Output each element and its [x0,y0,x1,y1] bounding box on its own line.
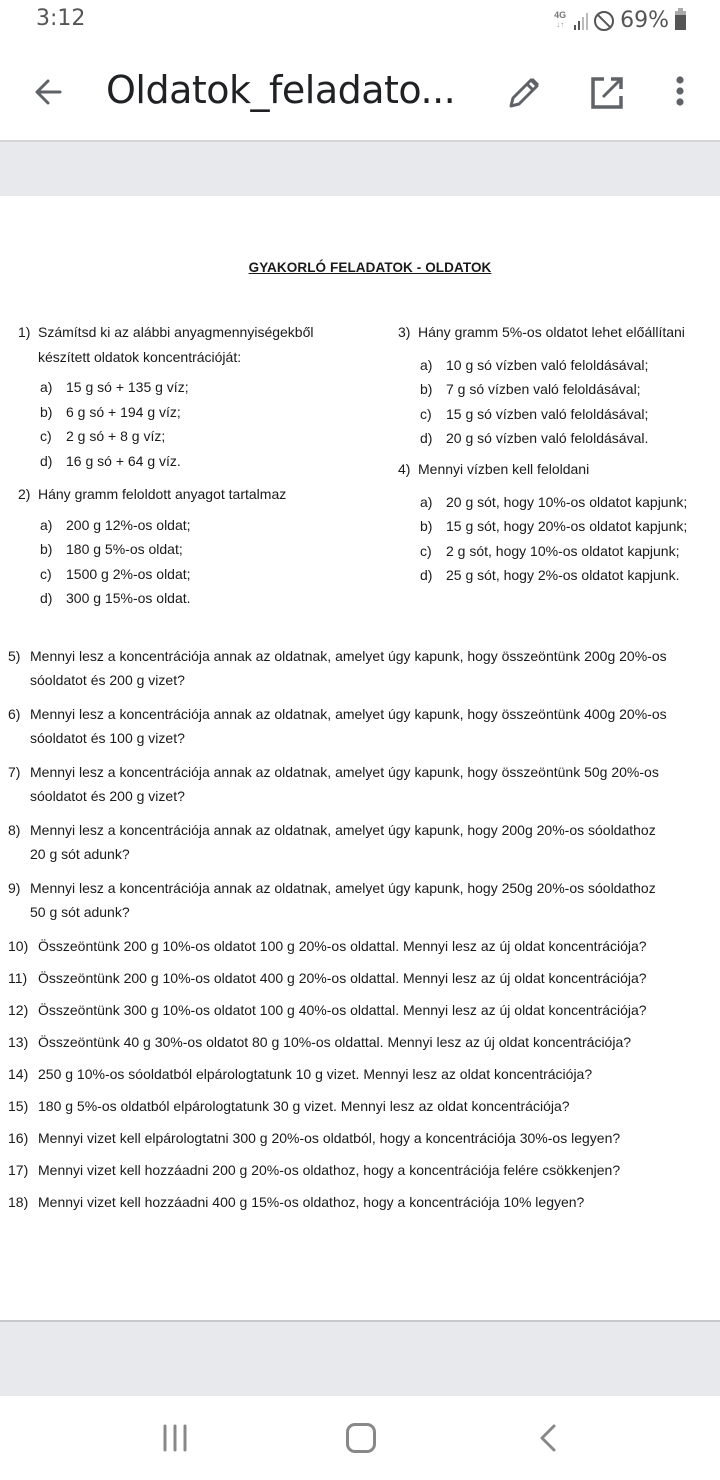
network-4g-icon: 4G ↓↑ [554,9,567,29]
app-bar [0,44,720,140]
question-15: 15) 180 g 5%-os oldatból elpárologtatunk 30 g vizet. Mennyi lesz az oldat koncentrációja? [8,1098,570,1114]
list-item: c) 15 g só vízben való feloldásával; [420,405,649,422]
signal-strength-icon [574,12,588,30]
nav-back-button[interactable] [536,1423,560,1453]
list-item: a) 15 g só + 135 g víz; [40,379,189,395]
list-item: d) 25 g sót, hogy 2%-os oldatot kapjunk. [420,567,680,583]
question-2: 2) Hány gramm feloldott anyagot tartalmaz a) 200 g 12%-os oldat; b) 180 g 5%-os oldat; c) 1500 g 2%-os oldat; d) 300 g 15%-os oldat. [18,482,378,611]
page-gap-top [0,140,720,196]
question-3: 3) Hány gramm 5%-os oldatot lehet előállítani a) 10 g só vízben való feloldásával; b) 7 g só vízben való feloldásával; c) 15 g só vízben való feloldásával; d) 20 g só vízben való feloldásával. [398,320,720,451]
do-not-disturb-icon [594,11,614,31]
battery-percent: 69% [620,8,669,33]
question-7: 7) Mennyi lesz a koncentrációja annak az oldatnak, amelyet úgy kapunk, hogy összeöntünk 50g 20%-os sóoldatot és 200 g vizet? [8,764,659,804]
question-4: 4) Mennyi vízben kell feloldani a) 20 g sót, hogy 10%-os oldatot kapjunk; b) 15 g sót, hogy 20%-os oldatot kapjunk; c) 2 g sót, hogy 10%-os oldatot kapjunk; d) 25 g sót, hogy 2%-os oldatot kapjunk. [398,457,720,588]
back-chevron-icon [536,1423,560,1453]
question-10: 10) Összeöntünk 200 g 10%-os oldatot 100 g 20%-os oldattal. Mennyi lesz az új oldat koncentrációja? [8,938,647,954]
question-1: 1) Számítsd ki az alábbi anyagmennyiségekből készített oldatok koncentrációját: a) 15 g só + 135 g víz; b) 6 g só + 194 g víz; c) 2 g só + 8 g víz; d) 16 g só + 64 g víz. [18,320,378,473]
question-list [8,644,720,1222]
list-item: d) 20 g só vízben való feloldásával. [420,430,649,446]
list-item: a) 20 g sót, hogy 10%-os oldatot kapjunk; [420,493,688,510]
list-item: c) 2 g só + 8 g víz; [40,428,166,444]
question-13: 13) Összeöntünk 40 g 30%-os oldatot 80 g 10%-os oldattal. Mennyi lesz az új oldat koncentrációja? [8,1034,632,1050]
pencil-icon [505,74,543,112]
document-page[interactable] [0,196,720,1320]
list-item: c) 1500 g 2%-os oldat; [40,565,191,582]
question-11: 11) Összeöntünk 200 g 10%-os oldatot 400 g 20%-os oldattal. Mennyi lesz az új oldat koncentrációja? [8,970,647,986]
more-vertical-icon [668,72,692,112]
doc-heading: GYAKORLÓ FELADATOK - OLDATOK [248,260,492,275]
open-in-new-icon [588,74,626,112]
status-time: 3:12 [36,6,86,31]
battery-icon [675,11,686,30]
list-item: c) 2 g sót, hogy 10%-os oldatot kapjunk; [420,542,680,559]
list-item: b) 6 g só + 194 g víz; [40,403,181,420]
question-5: 5) Mennyi lesz a koncentrációja annak az oldatnak, amelyet úgy kapunk, hogy összeöntünk 200g 20%-os sóoldatot és 200 g vizet? [8,648,667,688]
page-gap-bottom [0,1320,720,1396]
list-item: d) 16 g só + 64 g víz. [40,452,181,469]
question-16: 16) Mennyi vizet kell elpárologtatni 300 g 20%-os oldatból, hogy a koncentrációja 30%-os legyen? [8,1130,621,1146]
list-item: b) 7 g só vízben való feloldásával; [420,381,641,397]
list-item: b) 180 g 5%-os oldat; [40,541,183,557]
open-in-new-button[interactable] [588,74,626,112]
question-6: 6) Mennyi lesz a koncentrációja annak az oldatnak, amelyet úgy kapunk, hogy összeöntünk 400g 20%-os sóoldatot és 100 g vizet? [8,706,667,746]
home-button[interactable] [346,1423,376,1453]
question-17: 17) Mennyi vizet kell hozzáadni 200 g 20%-os oldathoz, hogy a koncentrációja felére csökkenjen? [8,1162,621,1178]
question-8: 8) Mennyi lesz a koncentrációja annak az oldatnak, amelyet úgy kapunk, hogy 200g 20%-os sóoldathoz 20 g sót adunk? [8,822,656,862]
status-bar [0,0,720,44]
question-14: 14) 250 g 10%-os sóoldatból elpárologtatunk 10 g vizet. Mennyi lesz az oldat koncentrációja? [8,1066,593,1082]
recent-apps-button[interactable] [160,1423,190,1453]
recent-apps-icon [160,1423,190,1453]
status-icons [552,8,686,33]
edit-button[interactable] [505,74,543,112]
question-18: 18) Mennyi vizet kell hozzáadni 400 g 15%-os oldathoz, hogy a koncentrációja 10% legyen? [8,1194,585,1210]
question-9: 9) Mennyi lesz a koncentrációja annak az oldatnak, amelyet úgy kapunk, hogy 250g 20%-os sóoldathoz 50 g sót adunk? [8,880,656,920]
question-12: 12) Összeöntünk 300 g 10%-os oldatot 100 g 40%-os oldattal. Mennyi lesz az új oldat koncentrációja? [8,1002,647,1018]
list-item: d) 300 g 15%-os oldat. [40,590,191,606]
document-title: Oldatok_feladato... [106,68,456,112]
back-button[interactable] [30,72,70,112]
list-item: a) 200 g 12%-os oldat; [40,516,191,533]
list-item: a) 10 g só vízben való feloldásával; [420,356,649,373]
list-item: b) 15 g sót, hogy 20%-os oldatot kapjunk; [420,518,688,534]
more-options-button[interactable] [668,72,692,112]
arrow-left-icon [30,72,70,112]
system-nav-bar [0,1396,720,1480]
